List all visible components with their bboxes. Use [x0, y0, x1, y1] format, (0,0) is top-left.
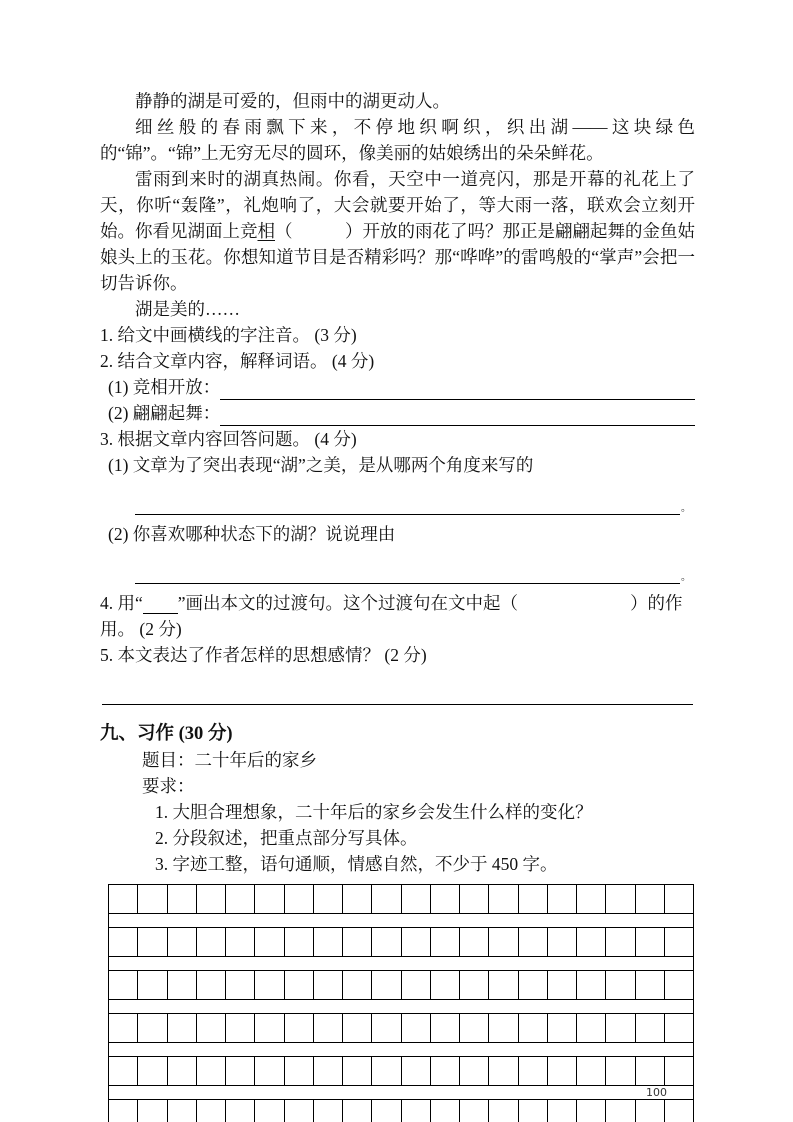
- question-3-item-2-answer: [135, 563, 691, 584]
- answer-line: [220, 377, 695, 400]
- grid-cell: [548, 1100, 577, 1122]
- answer-line: [135, 494, 680, 515]
- grid-cell: [226, 1014, 255, 1042]
- answer-line: [220, 403, 695, 426]
- grid-cell: [665, 971, 693, 999]
- passage-paragraph-1: 静静的湖是可爱的，但雨中的湖更动人。: [135, 91, 450, 111]
- grid-cell: [138, 1014, 167, 1042]
- grid-cell: [636, 971, 665, 999]
- grid-cell: [372, 1100, 401, 1122]
- grid-cell: [285, 885, 314, 913]
- grid-strip: [109, 914, 693, 928]
- grid-cell: [285, 1100, 314, 1122]
- grid-cell: [606, 885, 635, 913]
- grid-cell: [197, 971, 226, 999]
- question-2: 2. 结合文章内容，解释词语。 (4 分): [100, 351, 375, 371]
- grid-cell: [109, 928, 138, 956]
- grid-cell: [226, 1100, 255, 1122]
- grid-cell: [226, 885, 255, 913]
- grid-cell: [431, 971, 460, 999]
- section-heading: 九、习作 (30 分): [100, 724, 233, 744]
- grid-cell: [372, 971, 401, 999]
- grid-cell: [665, 928, 693, 956]
- grid-cell: [606, 1057, 635, 1085]
- writing-grid: [108, 884, 694, 1122]
- requirements-label: 要求：: [142, 776, 195, 796]
- grid-cell: [665, 1100, 693, 1122]
- grid-cell: [109, 1100, 138, 1122]
- grid-cell: [636, 885, 665, 913]
- grid-cell: [402, 1100, 431, 1122]
- grid-cell: [489, 928, 518, 956]
- grid-cell: [489, 971, 518, 999]
- grid-cell: [665, 1057, 693, 1085]
- grid-strip: [109, 1086, 693, 1100]
- grid-cell: [197, 1014, 226, 1042]
- grid-cell: [431, 1057, 460, 1085]
- answer-line-period: 。: [681, 503, 691, 514]
- grid-cell: [460, 1057, 489, 1085]
- grid-cell: [285, 1057, 314, 1085]
- grid-cell: [460, 971, 489, 999]
- composition-section: [100, 721, 695, 1122]
- answer-line: [135, 563, 680, 584]
- grid-cell: [519, 971, 548, 999]
- grid-cell: [197, 1100, 226, 1122]
- grid-cell: [255, 1014, 284, 1042]
- grid-cell: [606, 1014, 635, 1042]
- grid-cell-row: [109, 1014, 693, 1043]
- grid-cell: [197, 885, 226, 913]
- grid-cell: [138, 885, 167, 913]
- grid-cell: [109, 1014, 138, 1042]
- grid-cell: [636, 1100, 665, 1122]
- grid-cell: [402, 885, 431, 913]
- grid-cell: [372, 1014, 401, 1042]
- requirement-3: 3. 字迹工整，语句通顺，情感自然，不少于 450 字。: [155, 854, 558, 874]
- grid-cell: [285, 1014, 314, 1042]
- grid-cell: [138, 971, 167, 999]
- grid-cell: [372, 928, 401, 956]
- grid-cell: [577, 1057, 606, 1085]
- grid-strip: [109, 1043, 693, 1057]
- question-4-text: 4. 用“: [100, 593, 143, 613]
- grid-cell: [519, 885, 548, 913]
- requirement-1: 1. 大胆合理想象，二十年后的家乡会发生什么样的变化？: [155, 802, 593, 822]
- grid-cell: [636, 1057, 665, 1085]
- grid-cell-row: [109, 1057, 693, 1086]
- question-4-text-mid: ”画出本文的过渡句。这个过渡句在文中起（: [177, 593, 519, 613]
- grid-cell: [314, 885, 343, 913]
- grid-cell-row: [109, 928, 693, 957]
- grid-cell: [636, 928, 665, 956]
- grid-cell: [168, 885, 197, 913]
- question-5: 5. 本文表达了作者怎样的思想感情？ (2 分): [100, 645, 427, 665]
- question-3: 3. 根据文章内容回答问题。 (4 分): [100, 429, 357, 449]
- passage-p3-text-after: （ ）开放的雨花了吗？那正是翩翩起舞的金鱼姑娘头上的玉花。你想知道节目是否精彩吗？那“哗哗”的雷鸣般的“掌声”会把一切告诉你。: [100, 221, 695, 293]
- grid-cell: [519, 1100, 548, 1122]
- grid-cell: [168, 1100, 197, 1122]
- grid-cell: [285, 928, 314, 956]
- inline-blank: [143, 593, 178, 614]
- grid-cell: [460, 1014, 489, 1042]
- reading-passage: [100, 88, 695, 322]
- grid-cell: [168, 928, 197, 956]
- grid-cell: [343, 928, 372, 956]
- grid-cell: [109, 971, 138, 999]
- question-3-item-2: (2) 你喜欢哪种状态下的湖？说说理由: [108, 524, 396, 544]
- grid-cell: [577, 928, 606, 956]
- grid-cell: [460, 1100, 489, 1122]
- grid-cell: [606, 928, 635, 956]
- grid-cell: [577, 971, 606, 999]
- grid-cell: [314, 1057, 343, 1085]
- grid-cell: [226, 1057, 255, 1085]
- grid-cell: [255, 971, 284, 999]
- grid-cell: [314, 971, 343, 999]
- grid-cell: [577, 1014, 606, 1042]
- composition-title: 题目：二十年后的家乡: [142, 750, 317, 770]
- grid-cell: [431, 885, 460, 913]
- grid-cell: [255, 928, 284, 956]
- passage-paragraph-3: [100, 166, 695, 296]
- grid-cell: [519, 1014, 548, 1042]
- grid-cell: [255, 1100, 284, 1122]
- question-2-item-1-label: (1) 竞相开放：: [108, 377, 221, 397]
- grid-cell: [402, 928, 431, 956]
- grid-cell: [577, 885, 606, 913]
- grid-cell: [109, 885, 138, 913]
- grid-cell: [519, 1057, 548, 1085]
- grid-cell: [431, 928, 460, 956]
- grid-cell: [226, 971, 255, 999]
- grid-cell: [197, 928, 226, 956]
- grid-cell: [489, 1057, 518, 1085]
- grid-cell: [606, 1100, 635, 1122]
- grid-strip: [109, 1000, 693, 1014]
- grid-cell: [138, 1100, 167, 1122]
- grid-cell: [372, 885, 401, 913]
- grid-cell: [109, 1057, 138, 1085]
- grid-cell: [548, 928, 577, 956]
- grid-cell: [548, 885, 577, 913]
- grid-cell: [548, 1014, 577, 1042]
- grid-cell: [226, 928, 255, 956]
- question-2-item-1: [100, 374, 695, 400]
- grid-cell: [431, 1100, 460, 1122]
- grid-cell: [636, 1014, 665, 1042]
- passage-paragraph-2: 细丝般的春雨飘下来，不停地织啊织，织出湖——这块绿色的“锦”。“锦”上无穷无尽的圆环，像美丽的姑娘绣出的朵朵鲜花。: [100, 117, 695, 163]
- grid-cell: [665, 1014, 693, 1042]
- grid-cell-row: [109, 971, 693, 1000]
- answer-line: [102, 682, 693, 705]
- question-4-text-end: ）的作用。 (2 分): [100, 593, 683, 639]
- grid-cell: [372, 1057, 401, 1085]
- grid-cell: [285, 971, 314, 999]
- question-list: [100, 322, 695, 705]
- grid-cell: [314, 928, 343, 956]
- grid-strip: [109, 957, 693, 971]
- grid-cell: [489, 885, 518, 913]
- grid-cell: [402, 971, 431, 999]
- grid-cell: [665, 885, 693, 913]
- grid-cell: [138, 928, 167, 956]
- grid-cell: [519, 928, 548, 956]
- grid-cell: [197, 1057, 226, 1085]
- grid-cell: [314, 1100, 343, 1122]
- passage-paragraph-4: 湖是美的……: [135, 299, 240, 319]
- grid-cell: [460, 928, 489, 956]
- grid-cell: [343, 1057, 372, 1085]
- grid-cell: [402, 1057, 431, 1085]
- char-count-marker: 100: [646, 1086, 667, 1099]
- grid-cell: [489, 1100, 518, 1122]
- grid-cell-row: [109, 885, 693, 914]
- requirement-2: 2. 分段叙述，把重点部分写具体。: [155, 828, 418, 848]
- question-2-item-2: [100, 400, 695, 426]
- question-2-item-2-label: (2) 翩翩起舞：: [108, 403, 221, 423]
- grid-cell: [343, 1100, 372, 1122]
- grid-cell: [343, 885, 372, 913]
- grid-cell: [402, 1014, 431, 1042]
- answer-line-period: 。: [681, 572, 691, 583]
- grid-cell: [255, 885, 284, 913]
- passage-p3-text: 雷雨到来时的湖真热闹。你看，天空中一道亮闪，那是开幕的礼花上了天，你听“轰隆”，礼炮响了，大会就要开始了，等大雨一落，联欢会立刻开始。你看见湖面上竞: [100, 169, 695, 241]
- grid-cell: [489, 1014, 518, 1042]
- grid-cell: [255, 1057, 284, 1085]
- grid-cell: [168, 1014, 197, 1042]
- question-3-item-1: (1) 文章为了突出表现“湖”之美，是从哪两个角度来写的: [108, 455, 534, 475]
- grid-cell: [168, 1057, 197, 1085]
- grid-cell: [138, 1057, 167, 1085]
- question-3-item-1-answer: [135, 494, 691, 515]
- grid-cell: [606, 971, 635, 999]
- grid-cell-row: [109, 1100, 693, 1122]
- grid-cell: [343, 971, 372, 999]
- grid-cell: [548, 1057, 577, 1085]
- grid-cell: [577, 1100, 606, 1122]
- question-4: [100, 590, 695, 642]
- grid-cell: [314, 1014, 343, 1042]
- grid-cell: [460, 885, 489, 913]
- grid-cell: [431, 1014, 460, 1042]
- grid-cell: [168, 971, 197, 999]
- question-1: 1. 给文中画横线的字注音。 (3 分): [100, 325, 357, 345]
- grid-cell: [548, 971, 577, 999]
- grid-cell: [343, 1014, 372, 1042]
- underlined-character: 相: [257, 221, 275, 241]
